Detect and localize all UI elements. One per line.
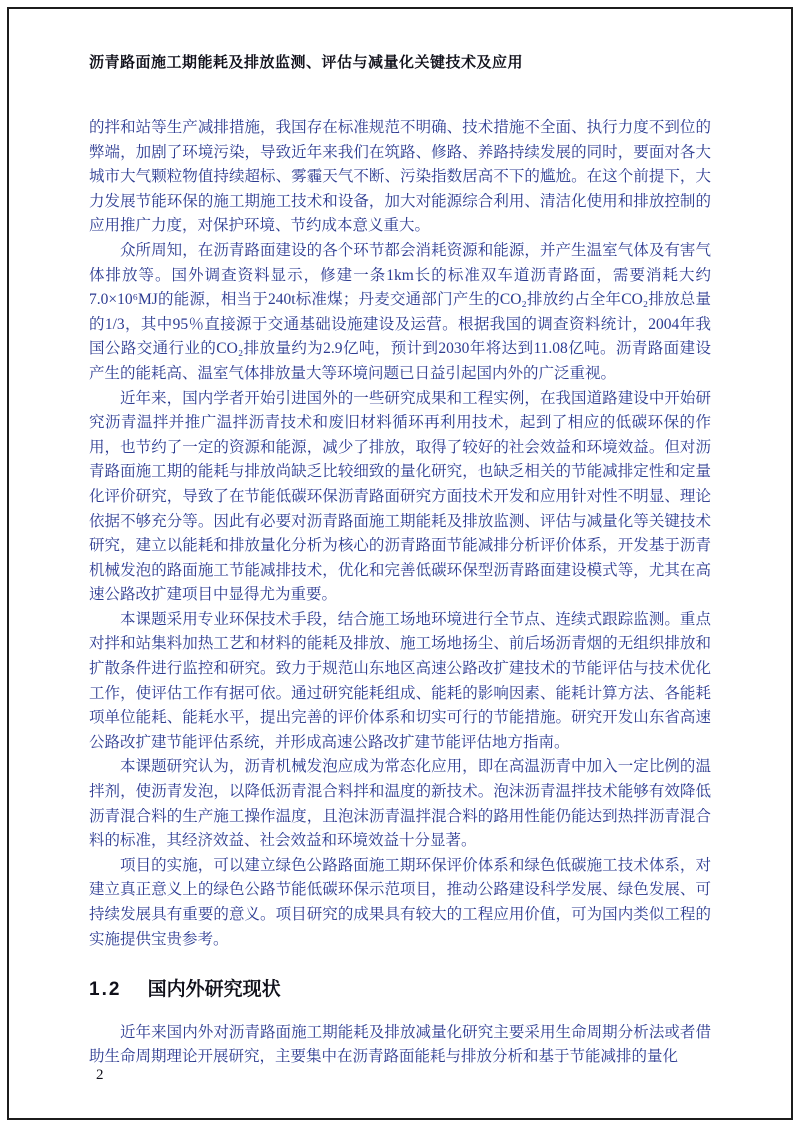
paragraph: 近年来国内外对沥青路面施工期能耗及排放减量化研究主要采用生命周期分析法或者借助生命周期理论开展研究，主要集中在沥青路面能耗与排放分析和基于节能减排的量化 [89, 1023, 711, 1066]
running-header-title: 沥青路面施工期能耗及排放监测、评估与减量化关键技术及应用 [89, 55, 524, 71]
page-footer [96, 1067, 104, 1084]
page-number: 2 [96, 1067, 104, 1083]
body-text [89, 116, 711, 1070]
book-page [7, 7, 793, 1120]
paragraph: 众所周知，在沥青路面建设的各个环节都会消耗资源和能源，并产生温室气体及有害气体排放等。国外调查资料显示，修建一条1km长的标准双车道沥青路面，需要消耗大约7.0×10⁶MJ的能源，相当于240t标准煤；丹麦交通部门产生的CO₂排放约占全年CO₂排放总量的1/3，其中95％直接源于交通基础设施建设及运营。根据我国的调查资料统计，2004年我国公路交通行业的CO₂排放量约为2.9亿吨，预计到2030年将达到11.08亿吨。沥青路面建设产生的能耗高、温室气体排放量大等环境问题已日益引起国内外的广泛重视。 [89, 241, 711, 382]
section-number: 1.2 [89, 979, 122, 1001]
section-heading [89, 978, 711, 1003]
paragraph: 近年来，国内学者开始引进国外的一些研究成果和工程实例，在我国道路建设中开始研究沥青温拌并推广温拌沥青技术和废旧材料循环再利用技术，起到了相应的低碳环保的作用，也节约了一定的资源和能源，减少了排放，取得了较好的社会效益和环境效益。但对沥青路面施工期的能耗与排放尚缺乏比较细致的量化研究，也缺乏相关的节能减排定性和定量化评价研究，导致了在节能低碳环保沥青路面研究方面技术开发和应用针对性不明显、理论依据不够充分等。因此有必要对沥青路面施工期能耗及排放监测、评估与减量化等关键技术研究，建立以能耗和排放量化分析为核心的沥青路面节能减排分析评价体系，开发基于沥青机械发泡的路面施工节能减排技术，优化和完善低碳环保型沥青路面建设模式等，尤其在高速公路改扩建项目中显得尤为重要。 [89, 389, 711, 604]
paragraph: 项目的实施，可以建立绿色公路路面施工期环保评价体系和绿色低碳施工技术体系，对建立真正意义上的绿色公路节能低碳环保示范项目，推动公路建设科学发展、绿色发展、可持续发展具有重要的意义。项目研究的成果具有较大的工程应用价值，可为国内类似工程的实施提供宝贵参考。 [89, 856, 711, 948]
section-title: 国内外研究现状 [147, 979, 281, 1001]
paragraph: 本课题采用专业环保技术手段，结合施工场地环境进行全节点、连续式跟踪监测。重点对拌和站集料加热工艺和材料的能耗及排放、施工场地扬尘、前后场沥青烟的无组织排放和扩散条件进行监控和研究。致力于规范山东地区高速公路改扩建技术的节能评估与技术优化工作，使评估工作有据可依。通过研究能耗组成、能耗的影响因素、能耗计算方法、各能耗项单位能耗、能耗水平，提出完善的评价体系和切实可行的节能措施。研究开发山东省高速公路改扩建节能评估系统，并形成高速公路改扩建节能评估地方指南。 [89, 610, 711, 751]
paragraph: 本课题研究认为，沥青机械发泡应成为常态化应用，即在高温沥青中加入一定比例的温拌剂，使沥青发泡，以降低沥青混合料拌和温度的新技术。泡沫沥青温拌技术能够有效降低沥青混合料的生产施工操作温度，且泡沫沥青温拌混合料的路用性能仍能达到热拌沥青混合料的标准，其经济效益、社会效益和环境效益十分显著。 [89, 758, 711, 850]
running-header [89, 51, 711, 72]
paragraph: 的拌和站等生产减排措施，我国存在标准规范不明确、技术措施不全面、执行力度不到位的弊端，加剧了环境污染，导致近年来我们在筑路、修路、养路持续发展的同时，要面对各大城市大气颗粒物值持续超标、雾霾天气不断、污染指数居高不下的尴尬。在这个前提下，大力发展节能环保的施工期施工技术和设备，加大对能源综合利用、清洁化使用和排放控制的应用推广力度，对保护环境、节约成本意义重大。 [89, 119, 711, 235]
